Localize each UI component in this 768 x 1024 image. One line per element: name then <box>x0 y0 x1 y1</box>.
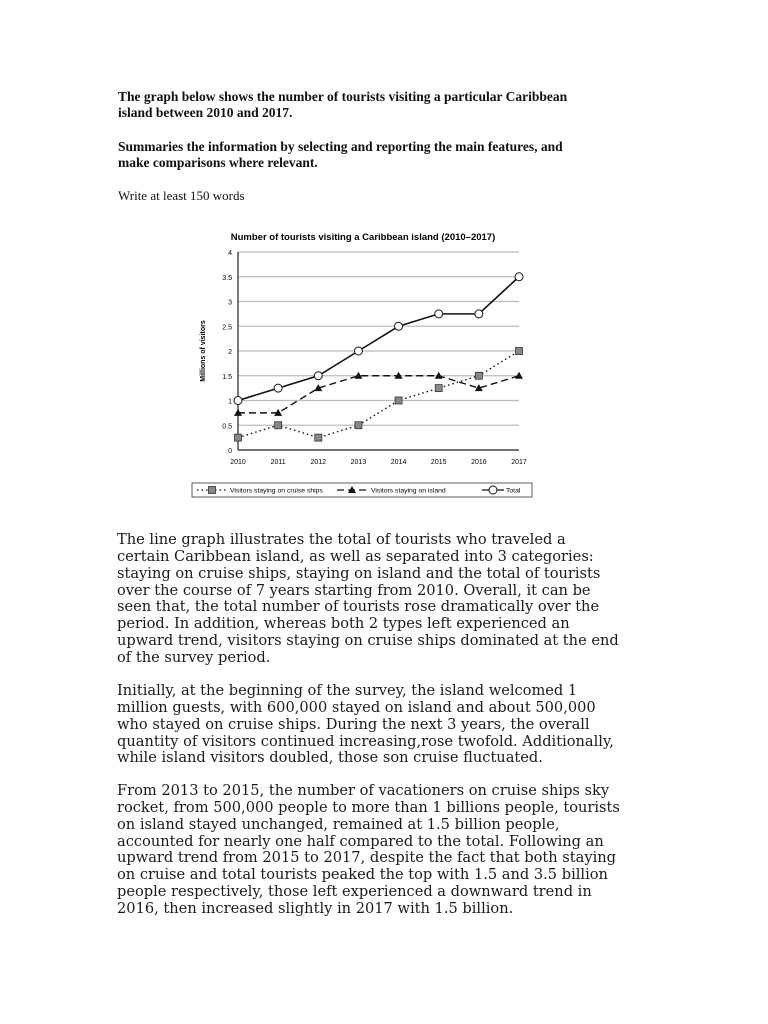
data-point-circle <box>395 322 403 330</box>
data-point-circle <box>475 310 483 318</box>
essay-line: quantity of visitors continued increasing,rose twofold. Additionally, <box>117 732 614 750</box>
data-point-circle <box>234 397 242 405</box>
word-count-note: Write at least 150 words <box>118 188 245 203</box>
y-tick-label: 2 <box>228 349 232 356</box>
data-point-square <box>516 348 523 355</box>
essay-line: who stayed on cruise ships. During the next 3 years, the overall <box>117 715 590 733</box>
data-point-square <box>395 397 402 404</box>
essay-line: rocket, from 500,000 people to more than 1 billions people, tourists <box>117 798 620 816</box>
essay-line: staying on cruise ships, staying on island and the total of tourists <box>117 564 601 582</box>
legend-marker-circle <box>489 486 497 494</box>
essay-line: 2016, then increased slightly in 2017 with 1.5 billion. <box>117 899 514 917</box>
y-tick-label: 1.5 <box>222 373 232 381</box>
essay-line: while island visitors doubled, those son cruise fluctuated. <box>117 749 543 767</box>
x-tick-label: 2017 <box>511 459 527 466</box>
y-tick-label: 4 <box>228 250 232 257</box>
essay-line: Initially, at the beginning of the survey, the island welcomed 1 <box>117 682 578 699</box>
data-point-circle <box>274 384 282 392</box>
essay-paragraph-2 <box>117 683 614 767</box>
data-point-square <box>475 372 482 379</box>
essay-paragraph-3 <box>117 783 620 918</box>
prompt-line: Summaries the information by selecting and reporting the main features, and <box>118 139 563 154</box>
y-tick-label: 0.5 <box>222 423 232 431</box>
prompt-line: make comparisons where relevant. <box>118 155 318 170</box>
essay-line: of the survey period. <box>117 648 271 666</box>
x-tick-label: 2010 <box>230 459 246 466</box>
essay-line: From 2013 to 2015, the number of vacationers on cruise ships sky <box>117 782 610 799</box>
essay-line: upward trend, visitors staying on cruise ships dominated at the end <box>117 632 619 650</box>
essay-line: accounted for nearly one half compared to the total. Following an <box>117 832 604 850</box>
y-tick-label: 3.5 <box>222 274 232 282</box>
essay-line: on island stayed unchanged, remained at 1.5 billion people, <box>117 815 560 833</box>
x-tick-label: 2012 <box>310 459 327 466</box>
essay-line: The line graph illustrates the total of tourists who traveled a <box>117 531 566 548</box>
data-point-circle <box>314 372 322 380</box>
legend-marker-square <box>209 487 216 494</box>
essay-paragraph-1 <box>117 532 619 667</box>
essay-line: certain Caribbean island, as well as separated into 3 categories: <box>117 547 594 565</box>
data-point-square <box>435 385 442 392</box>
data-point-circle <box>435 310 443 318</box>
essay-line: on cruise and total tourists peaked the top with 1.5 and 3.5 billion <box>117 866 608 884</box>
essay-line: period. In addition, whereas both 2 types left experienced an <box>117 615 570 633</box>
data-point-square <box>235 434 242 441</box>
essay-line: million guests, with 600,000 stayed on island and about 500,000 <box>117 698 596 716</box>
x-tick-label: 2014 <box>390 459 407 466</box>
x-tick-label: 2011 <box>270 459 286 466</box>
data-point-square <box>355 422 362 429</box>
essay-line: over the course of 7 years starting from 2010. Overall, it can be <box>117 581 591 599</box>
y-tick-label: 3 <box>228 299 232 307</box>
series-line-2 <box>238 277 519 401</box>
legend-label: Total <box>506 487 521 495</box>
y-tick-label: 0 <box>228 448 232 455</box>
chart-title: Number of tourists visiting a Caribbean island (2010–2017) <box>230 232 496 243</box>
data-point-square <box>275 422 282 429</box>
y-tick-label: 1 <box>228 398 232 406</box>
data-point-circle <box>515 273 523 281</box>
series-line-1 <box>238 376 519 413</box>
legend-label: Visitors staying on island <box>371 487 446 495</box>
prompt-line: island between 2010 and 2017. <box>118 105 293 120</box>
x-tick-label: 2016 <box>471 459 487 466</box>
y-axis-label: Millions of visitors <box>200 320 207 382</box>
x-tick-label: 2015 <box>430 459 447 466</box>
essay-line: seen that, the total number of tourists rose dramatically over the <box>117 598 600 616</box>
essay-line: people respectively, those left experienced a downward trend in <box>117 883 592 901</box>
prompt-line: The graph below shows the number of tourists visiting a particular Caribbean <box>118 89 568 104</box>
data-point-square <box>315 434 322 441</box>
legend-label: Visitors staying on cruise ships <box>230 487 323 495</box>
essay-line: upward trend from 2015 to 2017, despite the fact that both staying <box>117 849 617 867</box>
y-tick-label: 2.5 <box>222 324 232 332</box>
x-tick-label: 2013 <box>350 459 367 466</box>
data-point-circle <box>354 347 362 355</box>
